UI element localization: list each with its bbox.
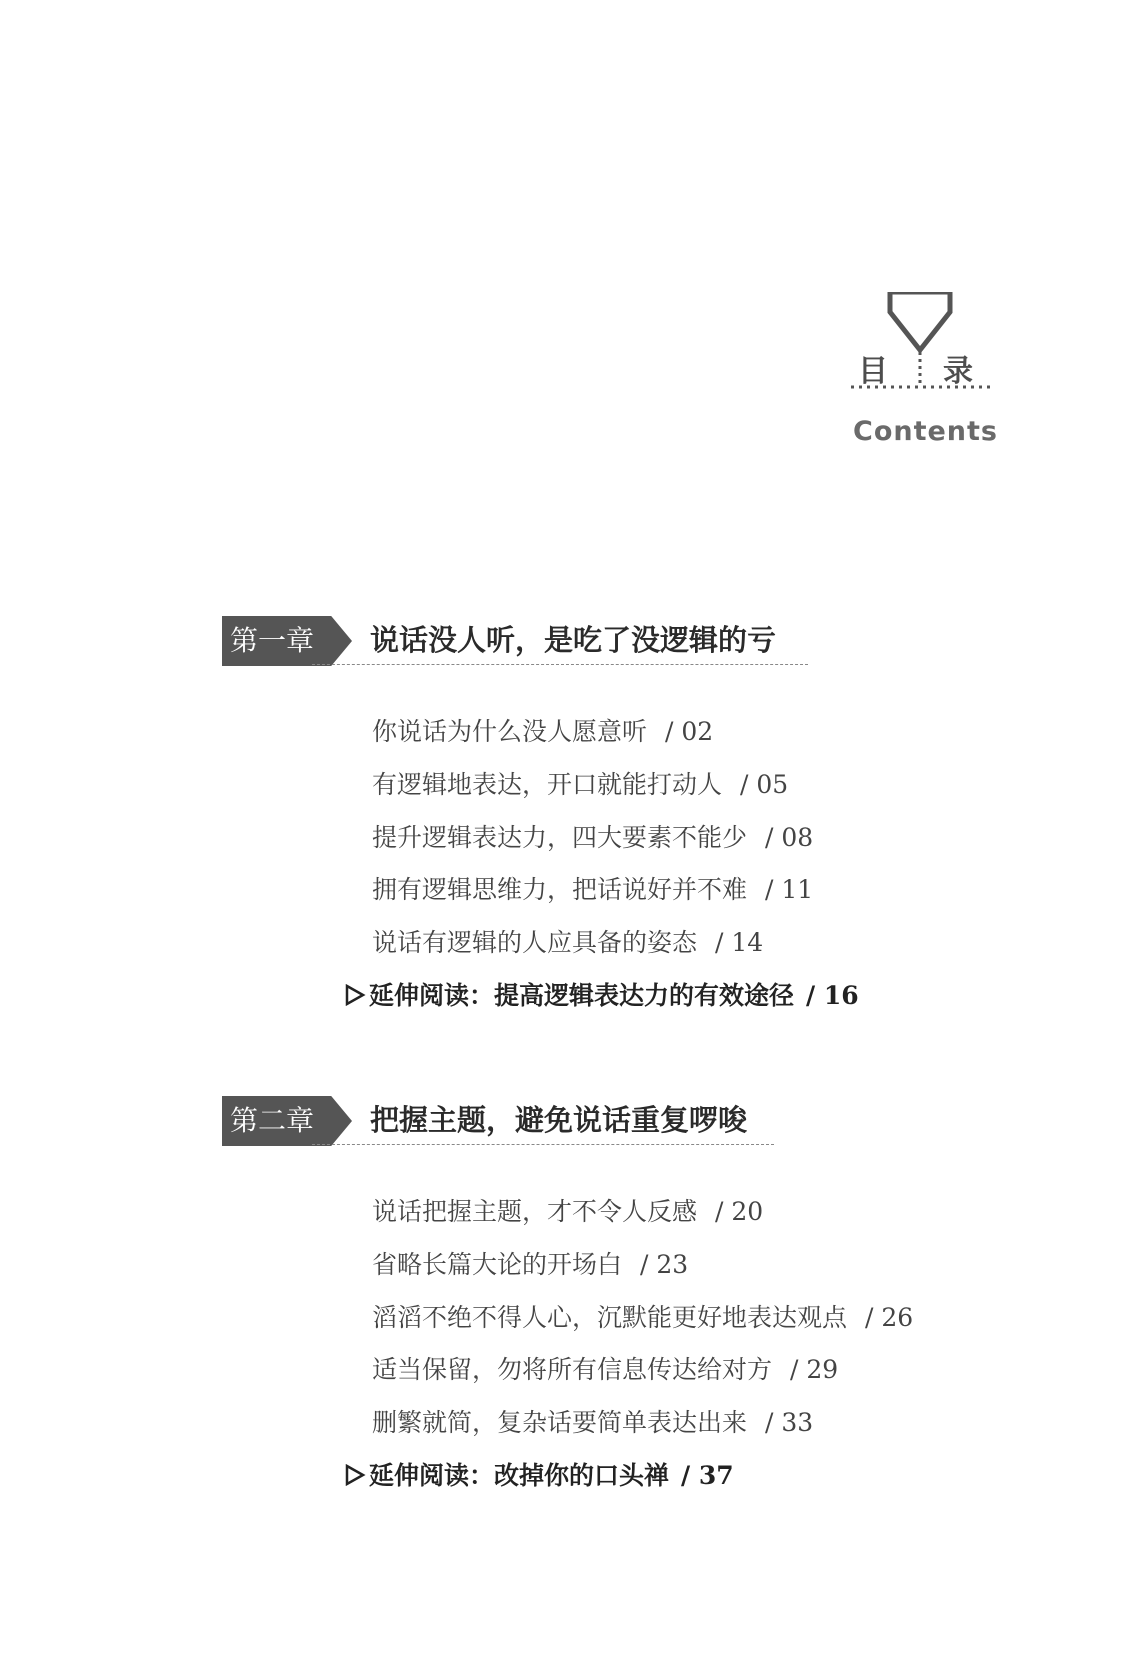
toc-entry[interactable] bbox=[372, 1302, 913, 1334]
chapter-divider bbox=[312, 664, 808, 665]
toc-entry-page: / 02 bbox=[665, 717, 714, 746]
toc-entry-title: 滔滔不绝不得人心，沉默能更好地表达观点 bbox=[372, 1303, 848, 1332]
toc-entry-title: 你说话为什么没人愿意听 bbox=[372, 717, 648, 746]
toc-entry[interactable] bbox=[372, 1249, 688, 1281]
toc-entry-title: 省略长篇大论的开场白 bbox=[372, 1250, 623, 1279]
toc-entry-page: / 05 bbox=[740, 770, 789, 799]
toc-entry-page: / 26 bbox=[865, 1303, 914, 1332]
toc-subtitle: Contents bbox=[853, 416, 999, 447]
extended-reading-entry[interactable] bbox=[344, 980, 859, 1012]
toc-title-right: 录 bbox=[943, 354, 973, 389]
toc-entry[interactable] bbox=[372, 769, 788, 801]
toc-title-left: 目 bbox=[858, 354, 888, 389]
toc-entry-page: / 29 bbox=[790, 1355, 839, 1384]
chapter-label: 第一章 bbox=[230, 624, 315, 657]
toc-entry-page: / 14 bbox=[715, 928, 764, 957]
chapter-label: 第二章 bbox=[230, 1104, 315, 1137]
toc-entry-title: 说话把握主题，才不令人反感 bbox=[372, 1197, 698, 1226]
play-triangle-icon bbox=[344, 1464, 366, 1486]
play-triangle-icon bbox=[344, 984, 366, 1006]
toc-entry[interactable] bbox=[372, 927, 763, 959]
toc-entry[interactable] bbox=[372, 822, 813, 854]
chapter-title[interactable]: 把握主题，避免说话重复啰唆 bbox=[370, 1103, 748, 1137]
toc-entry-page: / 23 bbox=[640, 1250, 689, 1279]
toc-entry-title: 说话有逻辑的人应具备的姿态 bbox=[372, 928, 698, 957]
extended-reading-title: 延伸阅读：提高逻辑表达力的有效途径 bbox=[369, 981, 795, 1010]
chapter-divider bbox=[312, 1144, 774, 1145]
toc-entry-title: 拥有逻辑思维力，把话说好并不难 bbox=[372, 875, 748, 904]
toc-entry-title: 适当保留，勿将所有信息传达给对方 bbox=[372, 1355, 773, 1384]
toc-entry[interactable] bbox=[372, 874, 813, 906]
extended-reading-page: / 37 bbox=[681, 1461, 734, 1490]
extended-reading-entry[interactable] bbox=[344, 1460, 734, 1492]
chapter-title[interactable]: 说话没人听，是吃了没逻辑的亏 bbox=[370, 623, 777, 657]
extended-reading-page: / 16 bbox=[806, 981, 859, 1010]
toc-entry-title: 提升逻辑表达力，四大要素不能少 bbox=[372, 823, 748, 852]
extended-reading-title: 延伸阅读：改掉你的口头禅 bbox=[369, 1461, 670, 1490]
toc-entry[interactable] bbox=[372, 1407, 813, 1439]
toc-entry-title: 有逻辑地表达，开口就能打动人 bbox=[372, 770, 723, 799]
toc-entry[interactable] bbox=[372, 716, 713, 748]
toc-entry[interactable] bbox=[372, 1196, 763, 1228]
toc-entry-page: / 33 bbox=[765, 1408, 814, 1437]
toc-entry-page: / 11 bbox=[765, 875, 814, 904]
toc-entry-page: / 08 bbox=[765, 823, 814, 852]
toc-entry-page: / 20 bbox=[715, 1197, 764, 1226]
toc-entry[interactable] bbox=[372, 1354, 838, 1386]
toc-entry-title: 删繁就简，复杂话要简单表达出来 bbox=[372, 1408, 748, 1437]
